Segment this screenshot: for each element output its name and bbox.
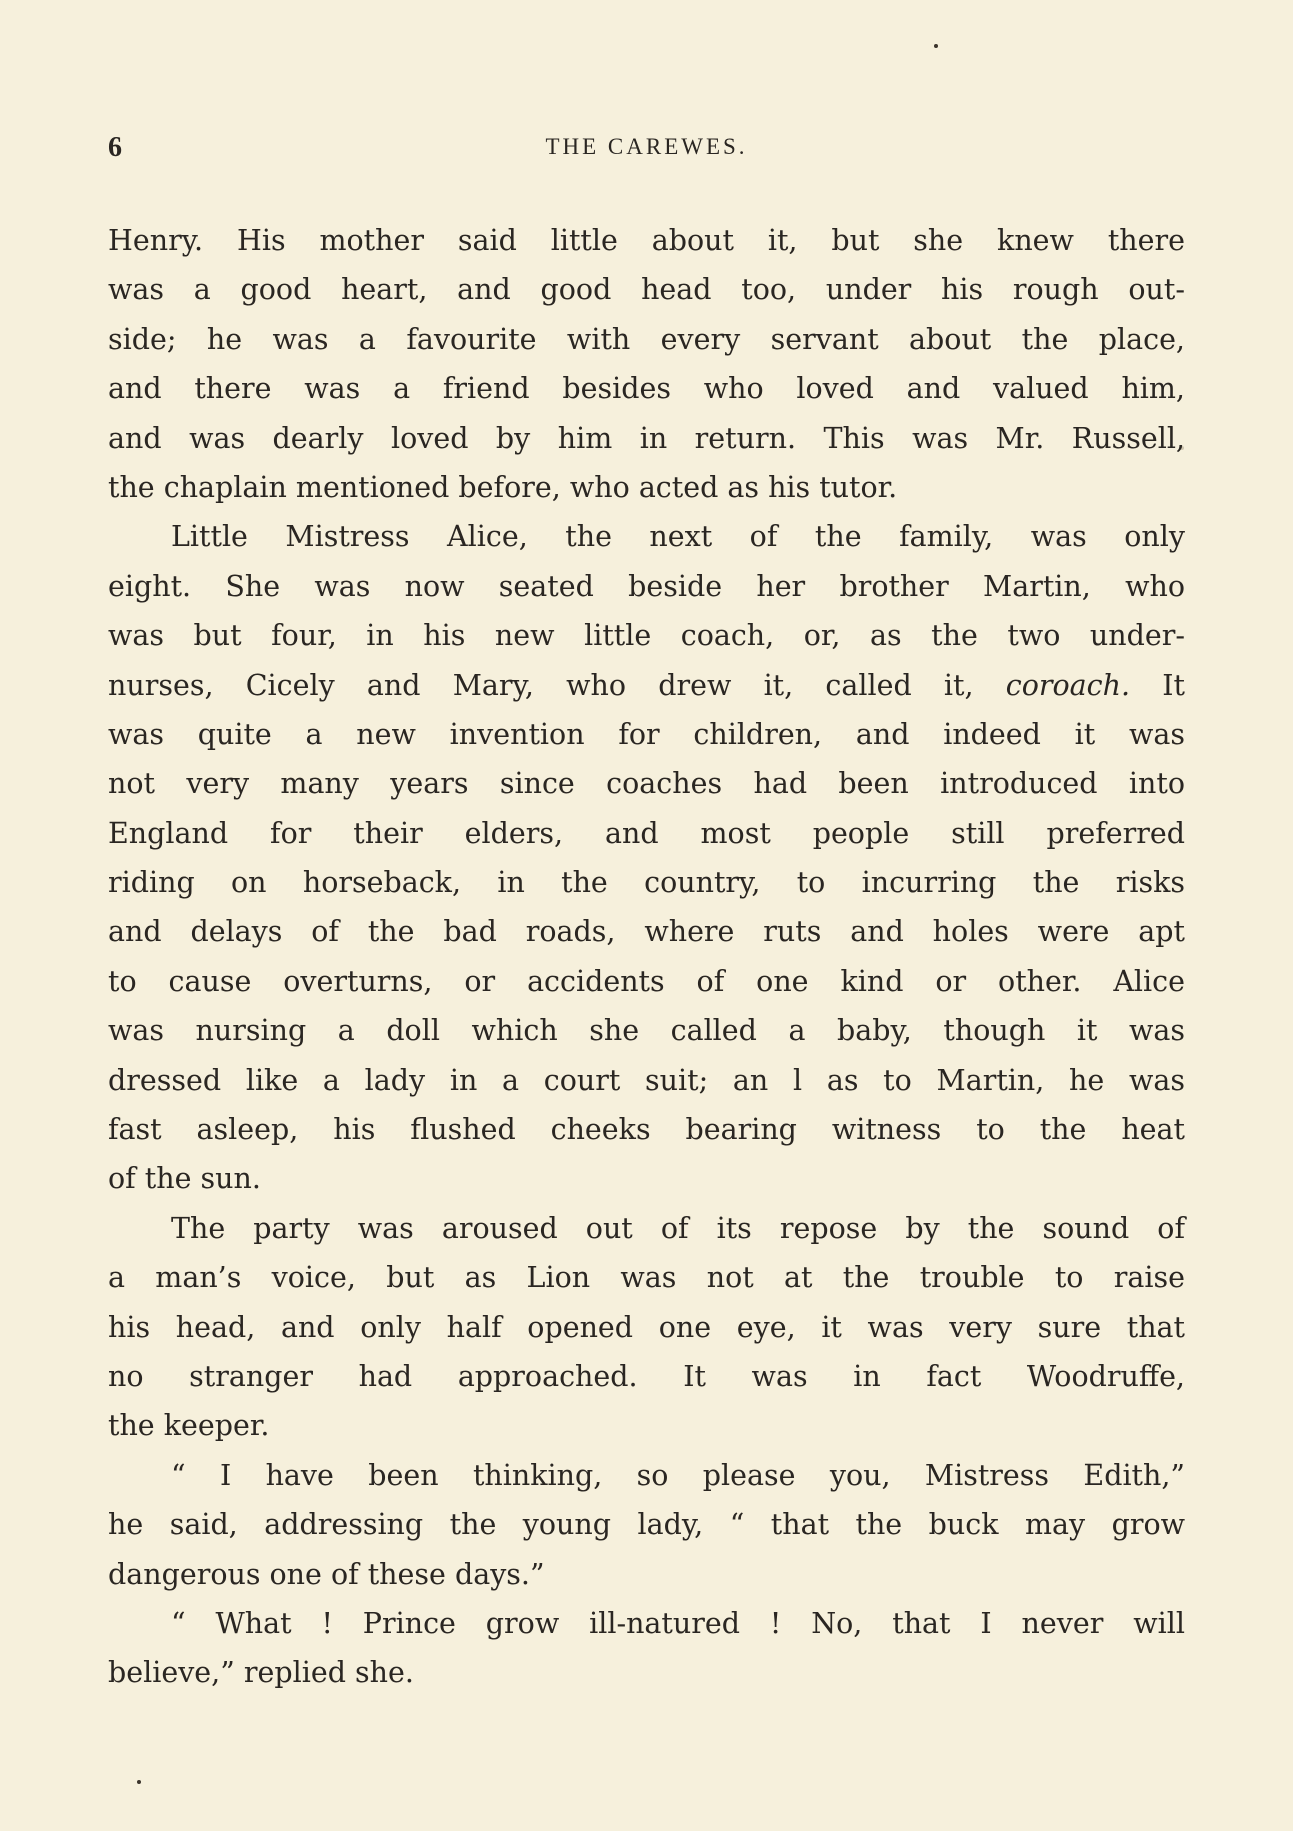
running-head: THE CAREWES. xyxy=(545,134,748,159)
text-line: and delays of the bad roads, where ruts and holes were apt xyxy=(108,915,1185,949)
text-line: he said, addressing the young lady, “ that the buck may grow xyxy=(108,1508,1185,1542)
text-segment: nurses, Cicely and Mary, who drew it, called it, xyxy=(108,668,974,702)
text-line: eight. She was now seated beside her brother Martin, who xyxy=(108,569,1185,603)
text-line: no stranger had approached. It was in fact Woodruffe, xyxy=(108,1359,1185,1393)
text-line: The party was aroused out of its repose by the sound of xyxy=(171,1211,1185,1245)
page-header xyxy=(108,132,1185,168)
text-line: dressed like a lady in a court suit; an l as to Martin, he was xyxy=(108,1063,1185,1097)
text-line: dangerous one of these days.” xyxy=(108,1557,545,1591)
text-line: of the sun. xyxy=(108,1162,261,1196)
text-line xyxy=(108,661,1185,710)
text-line: was a good heart, and good head too, under his rough out- xyxy=(108,273,1185,307)
text-line: his head, and only half opened one eye, it was very sure that xyxy=(108,1310,1185,1344)
text-line: and was dearly loved by him in return. This was Mr. Russell, xyxy=(108,421,1185,455)
paper-speck xyxy=(137,1780,141,1784)
text-line: was but four, in his new little coach, or, as the two under- xyxy=(108,619,1185,653)
text-line: fast asleep, his flushed cheeks bearing witness to the heat xyxy=(108,1113,1185,1147)
text-line: was quite a new invention for children, and indeed it was xyxy=(108,717,1185,751)
text-line: not very many years since coaches had been introduced into xyxy=(108,767,1185,801)
text-line: was nursing a doll which she called a baby, though it was xyxy=(108,1014,1185,1048)
text-line: side; he was a favourite with every servant about the place, xyxy=(108,322,1185,356)
text-line: Henry. His mother said little about it, but she knew there xyxy=(108,224,1185,257)
text-segment: It xyxy=(1162,668,1185,702)
text-line: and there was a friend besides who loved and valued him, xyxy=(108,372,1185,406)
text-line: the chaplain mentioned before, who acted as his tutor. xyxy=(108,470,898,504)
page-number: 6 xyxy=(108,132,123,163)
text-line: England for their elders, and most people still preferred xyxy=(108,816,1185,850)
paper-speck xyxy=(934,44,938,48)
text-line: to cause overturns, or accidents of one kind or other. Alice xyxy=(108,964,1185,998)
text-line: a man’s voice, but as Lion was not at the trouble to raise xyxy=(108,1261,1185,1295)
text-line: believe,” replied she. xyxy=(108,1656,414,1690)
text-line: “ I have been thinking, so please you, Mistress Edith,” xyxy=(171,1458,1185,1492)
text-line: riding on horseback, in the country, to incurring the risks xyxy=(108,866,1185,900)
italic-word: coroach. xyxy=(1005,668,1131,702)
text-line: Little Mistress Alice, the next of the family, was only xyxy=(171,520,1185,554)
text-line: the keeper. xyxy=(108,1409,270,1443)
body-text xyxy=(108,216,1185,1698)
text-line: “ What ! Prince grow ill-natured ! No, that I never will xyxy=(171,1606,1185,1640)
